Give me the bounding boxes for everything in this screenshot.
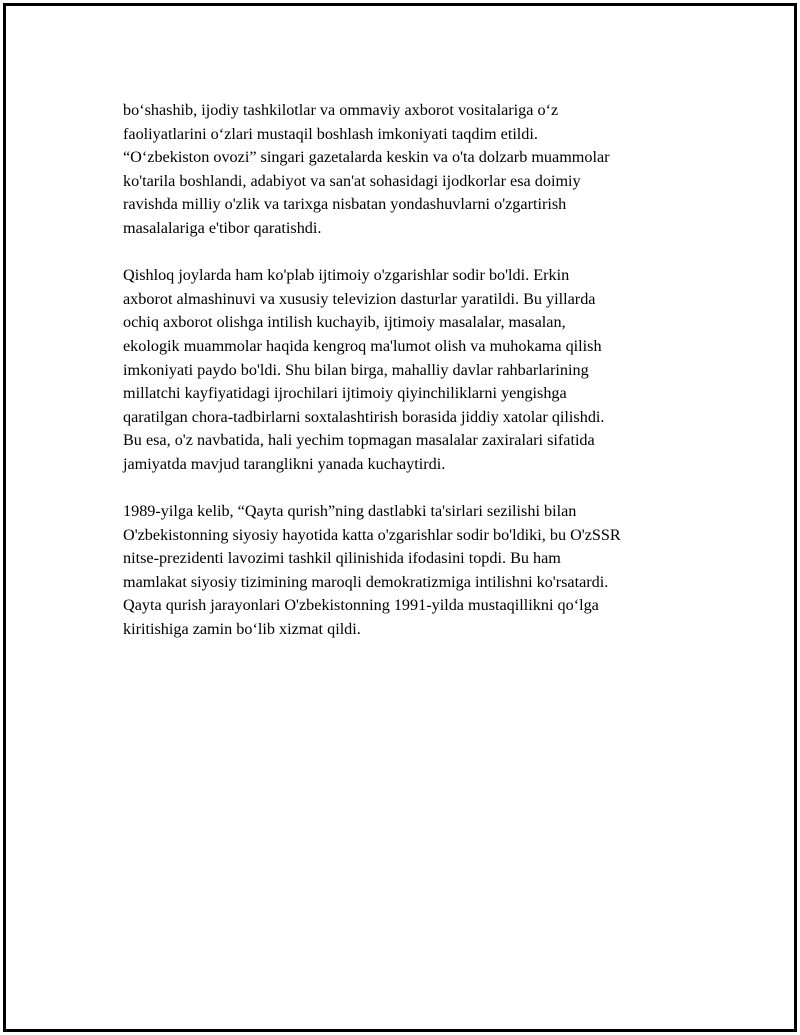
paragraph-2 (123, 264, 698, 476)
text-line: “O‘zbekiston ovozi” singari gazetalarda keskin va o'ta dolzarb muammolar (123, 148, 610, 167)
text-line: ochiq axborot olishga intilish kuchayib, ijtimoiy masalalar, masalan, (123, 313, 566, 332)
text-line: O'zbekistonning siyosiy hayotida katta o'zgarishlar sodir bo'ldiki, bu O'zSSR (123, 525, 621, 544)
text-line: ravishda milliy o'zlik va tarixga nisbatan yondashuvlarni o'zgartirish (123, 195, 567, 214)
paragraph-1 (123, 99, 698, 241)
text-line: jamiyatda mavjud taranglikni yanada kuchaytirdi. (123, 454, 446, 473)
text-line: kiritishiga zamin bo‘lib xizmat qildi. (123, 620, 361, 639)
text-line: Qayta qurish jarayonlari O'zbekistonning 1991-yilda mustaqillikni qo‘lga (123, 596, 599, 615)
text-line: 1989-yilga kelib, “Qayta qurish”ning dastlabki ta'sirlari sezilishi bilan (123, 502, 577, 521)
page-frame (3, 3, 797, 1032)
document-body (123, 99, 698, 665)
text-line: masalalariga e'tibor qaratishdi. (123, 218, 322, 237)
text-line: nitse-prezidenti lavozimi tashkil qilinishida ifodasini topdi. Bu ham (123, 549, 561, 568)
text-line: qaratilgan chora-tadbirlarni soxtalashtirish borasida jiddiy xatolar qilishdi. (123, 407, 605, 426)
text-line: ekologik muammolar haqida kengroq ma'lumot olish va muhokama qilish (123, 336, 602, 355)
text-line: ko'tarila boshlandi, adabiyot va san'at sohasidagi ijodkorlar esa doimiy (123, 171, 581, 190)
text-line: Bu esa, o'z navbatida, hali yechim topmagan masalalar zaxiralari sifatida (123, 431, 595, 450)
text-line: imkoniyati paydo bo'ldi. Shu bilan birga, mahalliy davlar rahbarlarining (123, 360, 589, 379)
text-line: axborot almashinuvi va xususiy televizion dasturlar yaratildi. Bu yillarda (123, 289, 596, 308)
text-line: faoliyatlarini o‘zlari mustaqil boshlash imkoniyati taqdim etildi. (123, 124, 538, 143)
text-line: millatchi kayfiyatidagi ijrochilari ijtimoiy qiyinchiliklarni yengishga (123, 384, 567, 403)
text-line: bo‘shashib, ijodiy tashkilotlar va ommaviy axborot vositalariga o‘z (123, 101, 559, 119)
text-line: Qishloq joylarda ham ko'plab ijtimoiy o'zgarishlar sodir bo'ldi. Erkin (123, 266, 570, 285)
text-line: mamlakat siyosiy tizimining maroqli demokratizmiga intilishni ko'rsatardi. (123, 572, 609, 591)
paragraph-3 (123, 500, 698, 642)
